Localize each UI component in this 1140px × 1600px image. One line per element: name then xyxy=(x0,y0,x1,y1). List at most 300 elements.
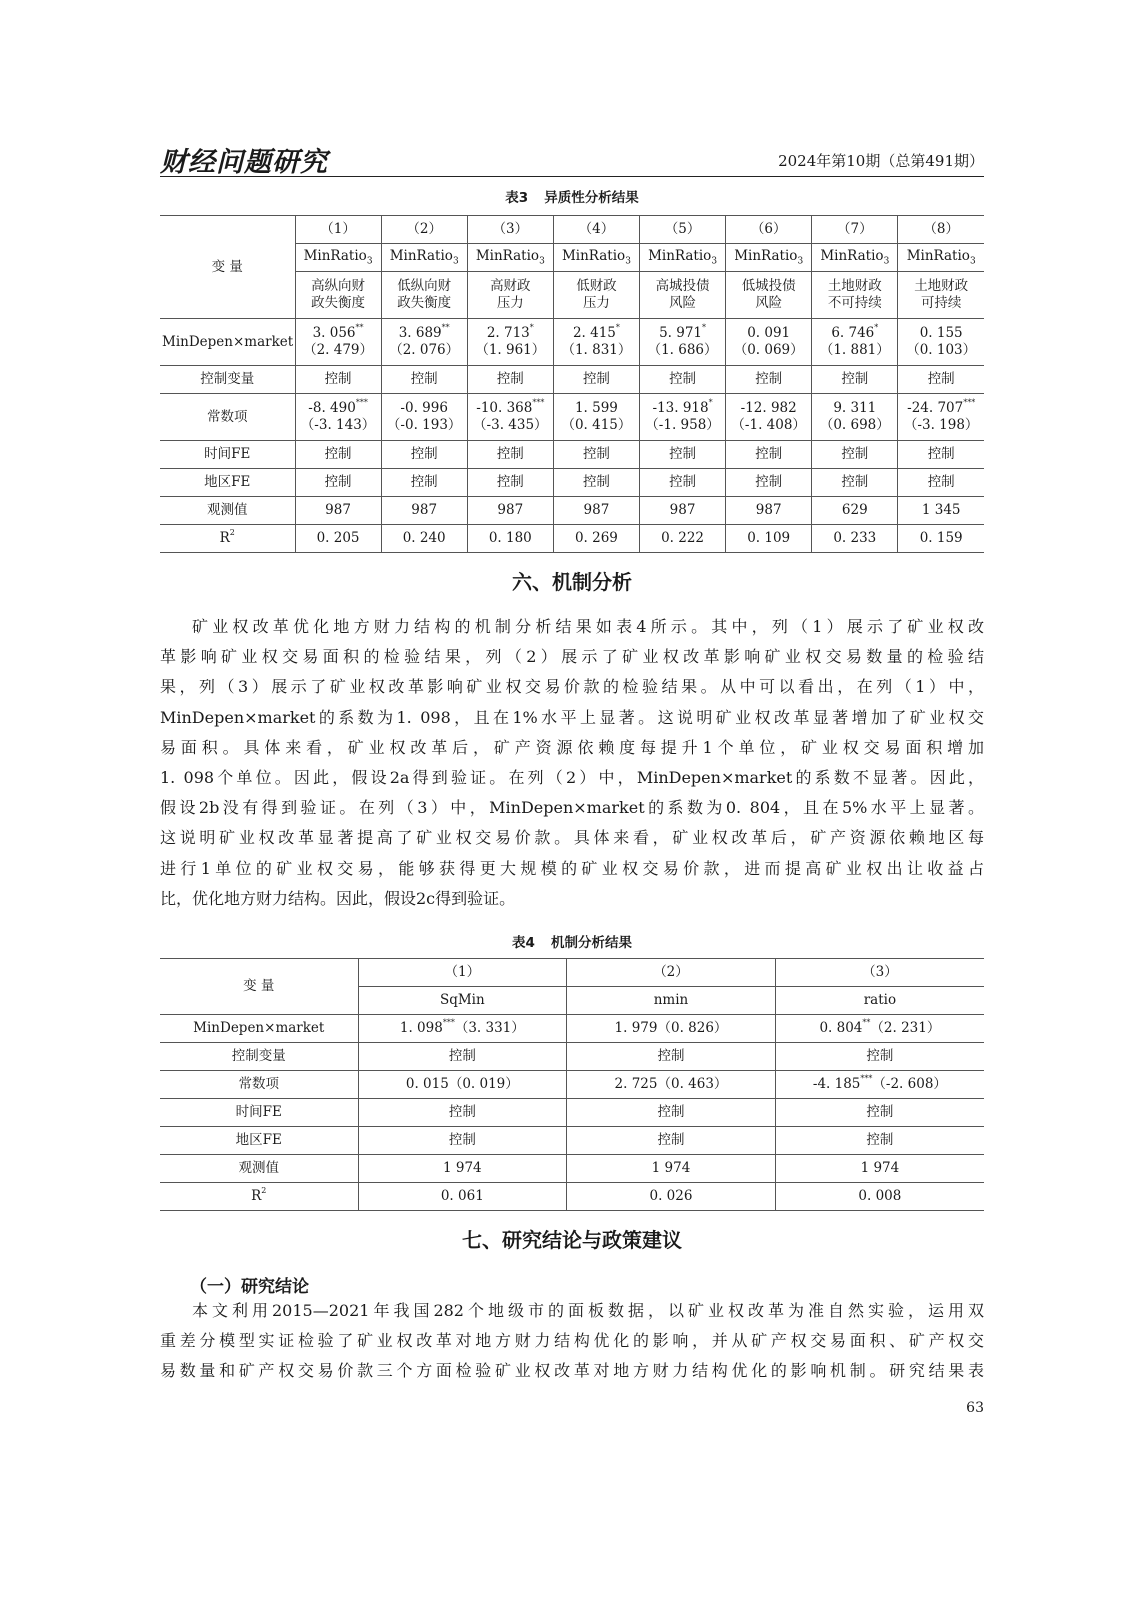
controls-cell xyxy=(358,1043,567,1071)
text-line: 本文利用2015—2021年我国282个地级市的面板数据，以矿业权改革为准自然实验，运用双 xyxy=(192,1301,984,1320)
significance-stars: *** xyxy=(355,398,368,408)
region-fe-cell-text: 控制 xyxy=(927,474,955,491)
significance-stars: ** xyxy=(355,323,364,333)
t3-row-constant xyxy=(160,394,984,441)
region-fe-cell xyxy=(553,469,639,497)
row-label-constant xyxy=(160,394,295,441)
observations-cell xyxy=(812,497,898,525)
table4-title: 机制分析结果 xyxy=(550,935,632,951)
dep-var-text: MinRatio xyxy=(734,247,798,264)
time-fe-cell-text: 控制 xyxy=(324,446,352,463)
region-fe-cell xyxy=(726,469,812,497)
coefficient: -24. 707 xyxy=(907,400,964,417)
coefficient: 9. 311 xyxy=(833,400,877,417)
time-fe-cell-text: 控制 xyxy=(755,446,783,463)
section7-heading: 七、研究结论与政策建议 xyxy=(462,1228,682,1252)
row-label-region-fe-text: 地区FE xyxy=(204,474,251,491)
controls-cell xyxy=(898,366,984,394)
group-line-2: 压力 xyxy=(496,295,524,311)
column-number xyxy=(553,216,639,244)
coefficient: 1. 979 xyxy=(614,1020,658,1037)
page xyxy=(160,0,984,1600)
column-number-text: （1） xyxy=(320,221,356,238)
group-line-2: 不可持续 xyxy=(827,295,882,311)
significance-stars: *** xyxy=(860,1074,873,1084)
t3-row-interaction xyxy=(160,319,984,366)
coefficient: 5. 971 xyxy=(659,325,703,342)
constant-cell xyxy=(898,394,984,441)
constant-cell xyxy=(812,394,898,441)
time-fe-cell-text: 控制 xyxy=(841,446,869,463)
significance-stars: * xyxy=(529,323,534,333)
interaction-cell xyxy=(812,319,898,366)
text-line: 易数量和矿产权交易价款三个方面检验矿业权改革对地方财力结构优化的影响机制。研究结果表 xyxy=(160,1361,984,1381)
r2-cell-text: 0. 159 xyxy=(919,530,963,547)
dependent-variable xyxy=(898,244,984,272)
dependent-variable xyxy=(640,244,726,272)
observations-cell-text: 987 xyxy=(497,502,524,519)
coefficient: 3. 056 xyxy=(312,325,356,342)
constant-cell xyxy=(567,1071,776,1099)
region-fe-cell xyxy=(775,1127,984,1155)
coefficient: 1. 098 xyxy=(399,1020,443,1037)
interaction-cell xyxy=(775,1015,984,1043)
text-line: 易面积。具体来看，矿业权改革后，矿产资源依赖度每提升1个单位，矿业权交易面积增加 xyxy=(160,737,984,757)
t3-row-controls xyxy=(160,366,984,394)
sample-group xyxy=(553,272,639,319)
significance-stars: *** xyxy=(963,398,976,408)
coefficient: -0. 996 xyxy=(400,400,448,417)
table3-title: 异质性分析结果 xyxy=(544,190,639,206)
t-statistic: （0. 415） xyxy=(561,417,632,433)
sample-group xyxy=(295,272,381,319)
controls-cell xyxy=(640,366,726,394)
region-fe-cell-text: 控制 xyxy=(324,474,352,491)
r2-superscript: 2 xyxy=(261,1186,267,1196)
coefficient: -8. 490 xyxy=(308,400,356,417)
t-statistic: （0. 698） xyxy=(819,417,890,433)
dependent-variable-text: SqMin xyxy=(439,992,485,1009)
constant-cell xyxy=(381,394,467,441)
controls-cell-text: 控制 xyxy=(669,371,697,388)
time-fe-cell xyxy=(640,441,726,469)
group-line-2: 政失衡度 xyxy=(397,295,452,311)
table4-caption xyxy=(160,931,984,951)
region-fe-cell-text: 控制 xyxy=(669,474,697,491)
controls-cell xyxy=(567,1043,776,1071)
observations-cell xyxy=(775,1155,984,1183)
time-fe-cell-text: 控制 xyxy=(927,446,955,463)
column-number-text: （6） xyxy=(750,221,787,238)
region-fe-cell xyxy=(358,1127,567,1155)
column-number xyxy=(775,959,984,987)
controls-cell xyxy=(295,366,381,394)
column-number-text: （2） xyxy=(653,964,689,981)
coefficient: 2. 725 xyxy=(614,1076,658,1093)
row-label-interaction xyxy=(160,319,295,366)
t-statistic: （1. 686） xyxy=(647,342,718,358)
t-statistic: （-1. 958） xyxy=(645,417,720,433)
column-number xyxy=(640,216,726,244)
dependent-variable xyxy=(567,987,776,1015)
group-line-1: 低城投债 xyxy=(741,278,796,295)
t3-row-r2 xyxy=(160,525,984,553)
time-fe-cell-text: 控制 xyxy=(410,446,438,463)
dep-var-subscript: 3 xyxy=(969,256,976,267)
interaction-cell xyxy=(726,319,812,366)
controls-cell-text: 控制 xyxy=(927,371,955,388)
coefficient: 0. 015 xyxy=(405,1076,449,1093)
row-label-region-fe xyxy=(160,1127,358,1155)
group-line-1: 土地财政 xyxy=(827,278,882,295)
column-number xyxy=(898,216,984,244)
dep-var-text: MinRatio xyxy=(820,247,884,264)
group-line-2: 风险 xyxy=(669,295,697,311)
t-statistic: （1. 961） xyxy=(475,342,546,358)
controls-cell-text: 控制 xyxy=(496,371,524,388)
observations-cell xyxy=(567,1155,776,1183)
r2-cell-text: 0. 240 xyxy=(402,530,446,547)
time-fe-cell xyxy=(812,441,898,469)
column-number xyxy=(567,959,776,987)
dependent-variable xyxy=(812,244,898,272)
controls-cell-text: 控制 xyxy=(841,371,869,388)
coefficient: 6. 746 xyxy=(831,325,875,342)
t4-row-r2 xyxy=(160,1183,984,1211)
row-label-r2 xyxy=(160,1183,358,1211)
time-fe-cell-text: 控制 xyxy=(866,1104,894,1121)
section6-paragraph xyxy=(160,612,984,914)
significance-stars: *** xyxy=(442,1018,455,1028)
dep-var-text: MinRatio xyxy=(475,247,540,264)
interaction-cell xyxy=(381,319,467,366)
observations-cell xyxy=(467,497,553,525)
controls-cell xyxy=(775,1043,984,1071)
observations-cell-text: 987 xyxy=(325,502,351,519)
time-fe-cell-text: 控制 xyxy=(496,446,524,463)
significance-stars: ** xyxy=(441,323,450,333)
controls-cell xyxy=(467,366,553,394)
r2-cell xyxy=(553,525,639,553)
dependent-variable xyxy=(381,244,467,272)
t3-row-observations xyxy=(160,497,984,525)
t-statistic: （-3. 198） xyxy=(903,417,979,433)
r2-cell xyxy=(381,525,467,553)
row-label-region-fe-text: 地区FE xyxy=(235,1132,282,1149)
group-line-2: 压力 xyxy=(582,295,610,311)
dependent-variable xyxy=(553,244,639,272)
constant-cell xyxy=(553,394,639,441)
significance-stars: * xyxy=(708,398,713,408)
text-line: 进行1单位的矿业权交易，能够获得更大规模的矿业权交易价款，进而提高矿业权出让收益占 xyxy=(160,858,984,878)
coefficient: -13. 918 xyxy=(652,400,709,417)
observations-cell xyxy=(726,497,812,525)
row-label-time-fe-text: 时间FE xyxy=(204,446,251,463)
constant-cell xyxy=(358,1071,567,1099)
row-label-controls-text: 控制变量 xyxy=(200,371,255,388)
column-number xyxy=(726,216,812,244)
row-label-observations-text: 观测值 xyxy=(207,502,248,519)
column-number xyxy=(812,216,898,244)
coefficient: 3. 689 xyxy=(398,325,442,342)
sample-group xyxy=(467,272,553,319)
t4-row-time-fe xyxy=(160,1099,984,1127)
r2-text: R xyxy=(219,530,230,547)
row-label-interaction xyxy=(160,1015,358,1043)
time-fe-cell xyxy=(467,441,553,469)
observations-cell-text: 987 xyxy=(411,502,438,519)
text-line: 1. 098个单位。因此，假设2a得到验证。在列（2）中，MinDepen×market的系数不显著。因此， xyxy=(160,767,984,787)
observations-cell-text: 1 974 xyxy=(651,1160,691,1177)
controls-cell-text: 控制 xyxy=(582,371,610,388)
table3 xyxy=(160,215,984,553)
page-number: 63 xyxy=(966,1400,984,1416)
r2-cell xyxy=(775,1183,984,1211)
interaction-cell xyxy=(358,1015,567,1043)
group-line-1: 低财政 xyxy=(576,278,617,295)
t4-row-interaction xyxy=(160,1015,984,1043)
r2-cell xyxy=(358,1183,567,1211)
region-fe-cell xyxy=(812,469,898,497)
t-statistic: （0. 069） xyxy=(733,342,804,358)
t-statistic: （-3. 143） xyxy=(300,417,376,433)
row-label-observations-text: 观测值 xyxy=(238,1160,279,1177)
t3-header-row-1 xyxy=(160,216,984,244)
r2-cell-text: 0. 061 xyxy=(440,1188,484,1205)
r2-cell-text: 0. 008 xyxy=(858,1188,902,1205)
controls-cell xyxy=(381,366,467,394)
group-line-1: 高财政 xyxy=(490,278,531,295)
t3-row-time-fe xyxy=(160,441,984,469)
controls-cell-text: 控制 xyxy=(324,371,352,388)
observations-cell xyxy=(381,497,467,525)
dep-var-subscript: 3 xyxy=(366,256,373,267)
region-fe-cell xyxy=(381,469,467,497)
sample-group xyxy=(381,272,467,319)
controls-cell-text: 控制 xyxy=(410,371,438,388)
dep-var-subscript: 3 xyxy=(711,256,718,267)
time-fe-cell-text: 控制 xyxy=(657,1104,685,1121)
dependent-variable xyxy=(358,987,567,1015)
running-header xyxy=(160,138,984,177)
group-line-2: 风险 xyxy=(755,295,783,311)
section7-paragraph xyxy=(160,1296,984,1387)
r2-cell xyxy=(898,525,984,553)
dep-var-subscript: 3 xyxy=(539,256,545,267)
r2-cell-text: 0. 109 xyxy=(747,530,791,547)
t-statistic: （0. 019） xyxy=(448,1076,519,1093)
interaction-cell xyxy=(898,319,984,366)
t-statistic: （0. 826） xyxy=(657,1020,728,1037)
coefficient: -4. 185 xyxy=(812,1076,861,1093)
group-line-1: 高城投债 xyxy=(655,278,710,295)
time-fe-cell xyxy=(381,441,467,469)
sample-group xyxy=(812,272,898,319)
text-line: 比，优化地方财力结构。因此，假设2c得到验证。 xyxy=(160,888,516,908)
time-fe-cell-text: 控制 xyxy=(448,1104,476,1121)
t-statistic: （1. 881） xyxy=(819,342,890,358)
text-line: 革影响矿业权交易面积的检验结果，列（2）展示了矿业权改革影响矿业权交易数量的检验结 xyxy=(160,647,984,667)
table4 xyxy=(160,958,984,1211)
variable-header-text: 变 量 xyxy=(211,258,243,275)
column-number xyxy=(467,216,553,244)
row-label-r2 xyxy=(160,525,295,553)
observations-cell-text: 987 xyxy=(583,502,610,519)
group-line-1: 土地财政 xyxy=(914,278,969,295)
controls-cell-text: 控制 xyxy=(657,1048,685,1065)
dependent-variable xyxy=(295,244,381,272)
controls-cell xyxy=(812,366,898,394)
region-fe-cell-text: 控制 xyxy=(448,1132,476,1149)
controls-cell-text: 控制 xyxy=(448,1048,476,1065)
t4-row-observations xyxy=(160,1155,984,1183)
r2-cell-text: 0. 205 xyxy=(316,530,360,547)
dependent-variable-text: nmin xyxy=(653,992,689,1009)
region-fe-cell-text: 控制 xyxy=(582,474,610,491)
significance-stars: * xyxy=(874,323,879,333)
row-label-constant-text: 常数项 xyxy=(207,408,248,425)
t3-row-region-fe xyxy=(160,469,984,497)
r2-cell-text: 0. 180 xyxy=(488,530,532,547)
constant-cell xyxy=(775,1071,984,1099)
row-label-time-fe xyxy=(160,441,295,469)
variable-header xyxy=(160,216,295,319)
observations-cell-text: 1 974 xyxy=(860,1160,900,1177)
time-fe-cell xyxy=(567,1099,776,1127)
region-fe-cell-text: 控制 xyxy=(657,1132,685,1149)
group-line-1: 低纵向财 xyxy=(397,278,452,295)
text-line: 果，列（3）展示了矿业权改革影响矿业权交易价款的检验结果。从中可以看出，在列（1）中， xyxy=(160,677,984,697)
constant-cell xyxy=(295,394,381,441)
text-line: 重差分模型实证检验了矿业权改革对地方财力结构优化的影响，并从矿产权交易面积、矿产权交 xyxy=(160,1331,984,1351)
coefficient: 0. 804 xyxy=(819,1020,863,1037)
column-number-text: （2） xyxy=(406,221,442,238)
observations-cell-text: 1 974 xyxy=(443,1160,482,1177)
row-label-controls-text: 控制变量 xyxy=(231,1048,286,1065)
time-fe-cell xyxy=(898,441,984,469)
observations-cell-text: 1 345 xyxy=(921,502,961,519)
coefficient: -12. 982 xyxy=(740,400,797,417)
table3-caption xyxy=(160,186,984,206)
coefficient: 0. 155 xyxy=(919,325,963,342)
controls-cell-text: 控制 xyxy=(755,371,783,388)
observations-cell-text: 629 xyxy=(841,502,868,519)
r2-cell-text: 0. 026 xyxy=(649,1188,693,1205)
column-number xyxy=(358,959,567,987)
observations-cell-text: 987 xyxy=(755,502,782,519)
time-fe-cell xyxy=(358,1099,567,1127)
row-label-controls xyxy=(160,1043,358,1071)
t-statistic: （-1. 408） xyxy=(731,417,806,433)
column-number-text: （7） xyxy=(837,221,873,238)
region-fe-cell xyxy=(467,469,553,497)
text-line: 矿业权改革优化地方财力结构的机制分析结果如表4所示。其中，列（1）展示了矿业权改 xyxy=(192,617,984,636)
region-fe-cell xyxy=(295,469,381,497)
row-label-interaction-text: MinDepen×market xyxy=(162,333,294,350)
dep-var-subscript: 3 xyxy=(883,256,890,267)
region-fe-cell xyxy=(898,469,984,497)
time-fe-cell xyxy=(726,441,812,469)
time-fe-cell xyxy=(295,441,381,469)
controls-cell xyxy=(553,366,639,394)
observations-cell-text: 987 xyxy=(669,502,696,519)
region-fe-cell-text: 控制 xyxy=(755,474,783,491)
sample-group xyxy=(640,272,726,319)
constant-cell xyxy=(640,394,726,441)
r2-cell xyxy=(295,525,381,553)
row-label-interaction-text: MinDepen×market xyxy=(193,1020,325,1037)
r2-superscript: 2 xyxy=(229,528,235,538)
coefficient: 2. 415 xyxy=(572,325,616,342)
significance-stars: ** xyxy=(862,1018,871,1028)
time-fe-cell-text: 控制 xyxy=(669,446,697,463)
column-number-text: （4） xyxy=(578,221,615,238)
section6-heading: 六、机制分析 xyxy=(512,570,632,594)
coefficient: 1. 599 xyxy=(574,400,618,417)
variable-header xyxy=(160,959,358,1015)
table3-number: 表3 xyxy=(505,190,529,206)
t-statistic: （-0. 193） xyxy=(386,417,462,433)
controls-cell-text: 控制 xyxy=(866,1048,894,1065)
t-statistic: （0. 463） xyxy=(657,1076,728,1093)
r2-text: R xyxy=(251,1188,262,1205)
interaction-cell xyxy=(640,319,726,366)
region-fe-cell xyxy=(640,469,726,497)
row-label-constant-text: 常数项 xyxy=(238,1076,279,1093)
row-label-time-fe-text: 时间FE xyxy=(235,1104,282,1121)
group-line-2: 政失衡度 xyxy=(311,295,366,311)
t4-row-controls xyxy=(160,1043,984,1071)
interaction-cell xyxy=(567,1015,776,1043)
row-label-constant xyxy=(160,1071,358,1099)
constant-cell xyxy=(726,394,812,441)
dep-var-text: MinRatio xyxy=(648,247,712,264)
row-label-region-fe xyxy=(160,469,295,497)
time-fe-cell-text: 控制 xyxy=(582,446,610,463)
r2-cell-text: 0. 222 xyxy=(661,530,705,547)
r2-cell xyxy=(567,1183,776,1211)
interaction-cell xyxy=(295,319,381,366)
column-number-text: （3） xyxy=(492,221,529,238)
column-number-text: （8） xyxy=(923,221,959,238)
t-statistic: （2. 076） xyxy=(389,342,460,358)
dep-var-text: MinRatio xyxy=(303,247,367,264)
dep-var-text: MinRatio xyxy=(389,247,453,264)
coefficient: -10. 368 xyxy=(476,400,533,417)
row-label-observations xyxy=(160,1155,358,1183)
row-label-time-fe xyxy=(160,1099,358,1127)
r2-cell xyxy=(467,525,553,553)
r2-cell xyxy=(726,525,812,553)
column-number xyxy=(295,216,381,244)
variable-header-text: 变 量 xyxy=(243,978,275,995)
text-line: 假设2b没有得到验证。在列（3）中，MinDepen×market的系数为0. 804，且在5%水平上显著。 xyxy=(160,798,984,818)
dep-var-text: MinRatio xyxy=(561,247,626,264)
dependent-variable-text: ratio xyxy=(863,992,897,1009)
text-line: 这说明矿业权改革显著提高了矿业权交易价款。具体来看，矿业权改革后，矿产资源依赖地区每 xyxy=(160,828,984,848)
constant-cell xyxy=(467,394,553,441)
region-fe-cell-text: 控制 xyxy=(496,474,524,491)
region-fe-cell xyxy=(567,1127,776,1155)
t-statistic: （1. 831） xyxy=(561,342,632,358)
dependent-variable xyxy=(726,244,812,272)
r2-cell-text: 0. 269 xyxy=(574,530,618,547)
observations-cell xyxy=(640,497,726,525)
dependent-variable xyxy=(467,244,553,272)
t-statistic: （-3. 435） xyxy=(473,417,548,433)
region-fe-cell-text: 控制 xyxy=(841,474,869,491)
column-number xyxy=(381,216,467,244)
